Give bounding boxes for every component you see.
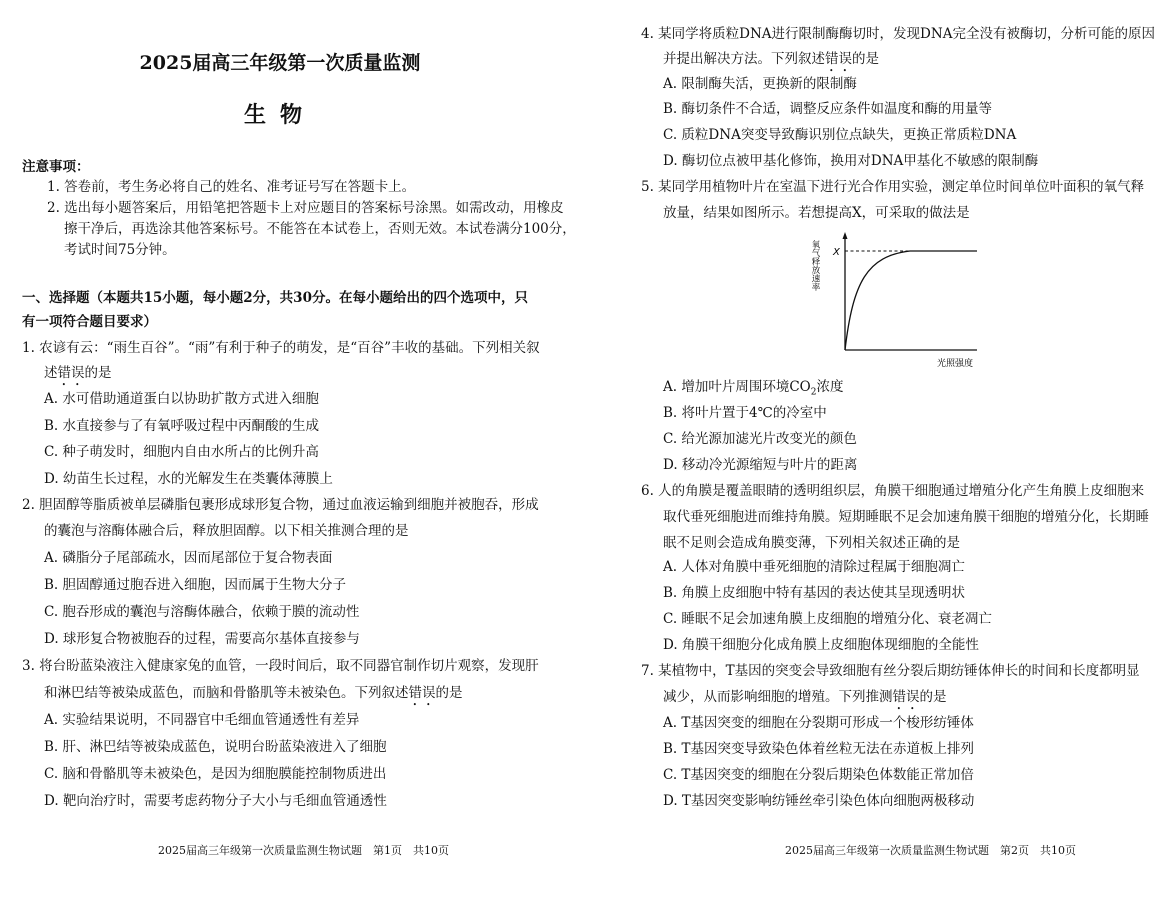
question-4-option-b: B. 酶切条件不合适，调整反应条件如温度和酶的用量等 [663,101,993,117]
notice-heading: 注意事项： [22,159,90,175]
question-5-option-b: B. 将叶片置于4℃的冷室中 [663,405,827,421]
notice-item-2: 2. 选出每小题答案后，用铅笔把答题卡上对应题目的答案标号涂黑。如需改动，用橡皮 [47,200,564,216]
question-1-option-a: A. 水可借助通道蛋白以协助扩散方式进入细胞 [44,391,319,407]
question-3-option-a: A. 实验结果说明，不同器官中毛细血管通透性有差异 [44,712,360,728]
exam-title: 2025届高三年级第一次质量监测 [139,52,421,74]
question-6-option-b: B. 角膜上皮细胞中特有基因的表达使其呈现透明状 [663,585,966,601]
question-3-option-b: B. 肝、淋巴结等被染成蓝色，说明台盼蓝染液进入了细胞 [44,739,387,755]
question-1-stem-cont: 述错误的是 [44,365,112,381]
question-6-option-c: C. 睡眠不足会加速角膜上皮细胞的增殖分化、衰老凋亡 [663,611,992,627]
question-6-stem: 6. 人的角膜是覆盖眼睛的透明组织层，角膜干细胞通过增殖分化产生角膜上皮细胞来 [641,483,1145,499]
question-7-option-a: A. T基因突变的细胞在分裂期可形成一个梭形纺锤体 [663,715,974,731]
question-5-option-c: C. 给光源加滤光片改变光的颜色 [663,431,857,447]
notice-item-2-cont: 擦干净后，再选涂其他答案标号。不能答在本试卷上，否则无效。本试卷满分100分， [64,221,576,237]
question-3-option-d: D. 靶向治疗时，需要考虑药物分子大小与毛细血管通透性 [44,793,387,809]
section-heading-cont: 有一项符合题目要求） [22,314,157,330]
emphasis-marker: 错误 [892,689,920,705]
question-1-option-c: C. 种子萌发时，细胞内自由水所占的比例升高 [44,444,319,460]
question-4-stem-cont: 并提出解决方法。下列叙述错误的是 [663,51,879,67]
question-4-option-a: A. 限制酶失活，更换新的限制酶 [663,76,857,92]
question-2-stem: 2. 胆固醇等脂质被单层磷脂包裹形成球形复合物，通过血液运输到细胞并被胞吞，形成 [22,497,539,513]
question-2-option-c: C. 胞吞形成的囊泡与溶酶体融合，依赖于膜的流动性 [44,604,360,620]
question-7-option-b: B. T基因突变导致染色体着丝粒无法在赤道板上排列 [663,741,975,757]
question-5-stem: 5. 某同学用植物叶片在室温下进行光合作用实验，测定单位时间单位叶面积的氧气释 [641,179,1145,195]
emphasis-marker: 错误 [825,51,852,67]
question-6-stem-cont: 取代垂死细胞进而维持角膜。短期睡眠不足会加速角膜干细胞的增殖分化，长期睡 [663,509,1149,525]
question-1-option-d: D. 幼苗生长过程，水的光解发生在类囊体薄膜上 [44,471,333,487]
exam-page-2 [575,0,1170,900]
question-2-option-a: A. 磷脂分子尾部疏水，因而尾部位于复合物表面 [44,550,333,566]
question-5-option-a: A. 增加叶片周围环境$CO_2$浓度 [663,379,844,398]
page-footer: 2025届高三年级第一次质量监测生物试题 第1页 共10页 [158,844,449,857]
question-6-option-d: D. 角膜干细胞分化成角膜上皮细胞体现细胞的全能性 [663,637,979,653]
question-5-stem-cont: 放量，结果如图所示。若想提高X，可采取的做法是 [663,205,970,221]
question-2-option-d: D. 球形复合物被胞吞的过程，需要高尔基体直接参与 [44,631,360,647]
x-axis-label: 光照强度 [937,359,974,369]
question-6-option-a: A. 人体对角膜中垂死细胞的清除过程属于细胞凋亡 [663,559,965,575]
question-7-stem: 7. 某植物中，T基因的突变会导致细胞有丝分裂后期纺锤体伸长的时间和长度都明显 [641,663,1140,679]
question-3-stem: 3. 将台盼蓝染液注入健康家兔的血管，一段时间后，取不同器官制作切片观察，发现肝 [22,658,539,674]
notice-item-1: 1. 答卷前，考生务必将自己的姓名、准考证号写在答题卡上。 [47,179,416,195]
y-axis-arrow [843,232,848,239]
page-footer: 2025届高三年级第一次质量监测生物试题 第2页 共10页 [785,844,1076,857]
light-response-curve [845,251,977,350]
question-4-option-d: D. 酶切位点被甲基化修饰，换用对DNA甲基化不敏感的限制酶 [663,153,1039,169]
question-1-option-b: B. 水直接参与了有氧呼吸过程中丙酮酸的生成 [44,418,320,434]
section-heading: 一、选择题（本题共15小题，每小题2分，共30分。在每小题给出的四个选项中，只 [22,290,528,306]
question-2-option-b: B. 胆固醇通过胞吞进入细胞，因而属于生物大分子 [44,577,347,593]
question-5-option-d: D. 移动冷光源缩短与叶片的距离 [663,457,858,473]
question-3-stem-cont: 和淋巴结等被染成蓝色，而脑和骨骼肌等未被染色。下列叙述错误的是 [44,685,463,701]
question-1-stem: 1. 农谚有云：“雨生百谷”。“雨”有利于种子的萌发，是“百谷”丰收的基础。下列相关叙 [22,340,540,356]
question-4-option-c: C. 质粒DNA突变导致酶识别位点缺失，更换正常质粒DNA [663,127,1017,143]
question-4-stem: 4. 某同学将质粒DNA进行限制酶酶切时，发现DNA完全没有被酶切，分析可能的原因 [641,26,1155,42]
question-2-stem-cont: 的囊泡与溶酶体融合后，释放胆固醇。以下相关推测合理的是 [44,523,409,539]
question-6-stem-cont: 眠不足则会造成角膜变薄，下列相关叙述正确的是 [663,535,960,551]
oxygen-release-graph [805,230,985,370]
question-7-option-d: D. T基因突变影响纺锤丝牵引染色体向细胞两极移动 [663,793,975,809]
question-7-stem-cont: 减少，从而影响细胞的增殖。下列推测错误的是 [663,689,947,705]
question-3-option-c: C. 脑和骨骼肌等未被染色，是因为细胞膜能控制物质进出 [44,766,387,782]
exam-page-1 [0,0,576,900]
notice-item-2-cont: 考试时间75分钟。 [64,242,176,258]
emphasis-marker: 错误 [408,685,436,701]
x-level-label: X [833,247,840,258]
y-axis-label: 氧气释放速率 [810,240,820,291]
emphasis-marker: 错误 [57,365,85,381]
subject-title: 生物 [243,102,316,128]
question-7-option-c: C. T基因突变的细胞在分裂后期染色体数能正常加倍 [663,767,974,783]
